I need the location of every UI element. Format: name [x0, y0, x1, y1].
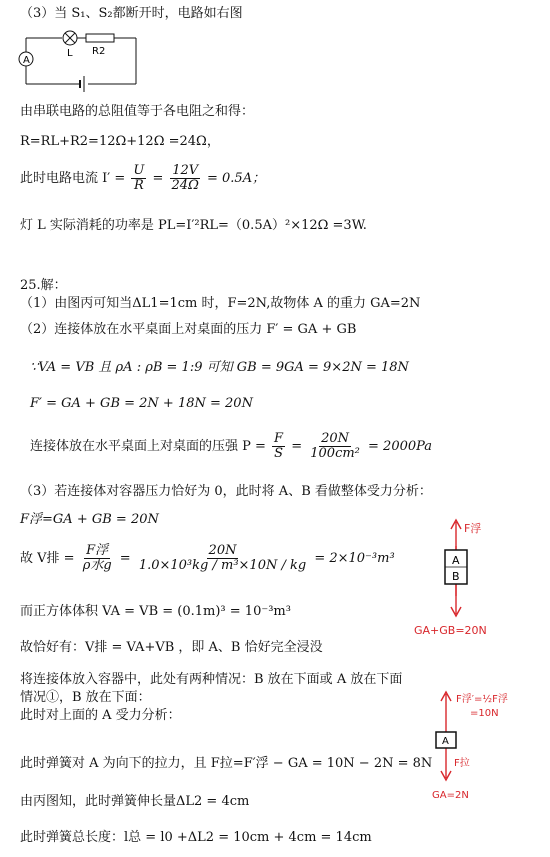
- step2a: ∵VA = VB 且 ρA : ρB = 1:9 可知 GB = 9GA = 9×2N = 18N: [30, 360, 409, 375]
- q25-label: 25.解：: [20, 278, 67, 293]
- current-formula: 此时电路电流 I′ = $\frac{U}{R}$ = $\frac{12V}{24\Omega}$ = 0.5A；: [20, 163, 266, 193]
- fraction-fbuoy-rhog: $\frac{\text{F浮}}{\text{ρ水g}}$: [82, 543, 112, 573]
- step3d: 故恰好有：V排 = VA+VB ，即 A、B 恰好完全浸没: [20, 640, 323, 655]
- step3: （3）若连接体对容器压力恰好为 0，此时将 A、B 看做整体受力分析：: [20, 484, 432, 499]
- force-diagram-whole: [412, 516, 532, 646]
- current-result: = 0.5A；: [207, 171, 266, 186]
- step2b: F′ = GA + GB = 2N + 18N = 20N: [30, 396, 253, 411]
- volume-prefix: 故 V排 =: [20, 551, 75, 566]
- pressure-result: = 2000Pa: [368, 439, 433, 454]
- fraction-20n-100cm2: $\frac{20N}{\text{100cm²}}$: [310, 431, 360, 461]
- step3i: 由丙图知，此时弹簧伸长量ΔL2 = 4cm: [20, 794, 250, 809]
- fraction-volume-value: $\frac{20N}{\text{1.0×10³kg / m³×10N / kg}}$: [138, 543, 307, 573]
- part3-header: （3）当 S₁、S₂都断开时，电路如右图: [20, 6, 243, 21]
- weight-label: GA+GB=20N: [414, 624, 487, 637]
- pressure-formula: 连接体放在水平桌面上对桌面的压强 P = $\frac{F}{S}$ = $\frac{20N}{\text{100cm²}}$ = 2000Pa: [30, 431, 433, 461]
- fraction-u-r: $\frac{U}{R}$: [133, 163, 145, 193]
- buoyancy-half-label: F浮′=½F浮: [456, 694, 508, 705]
- step2: （2）连接体放在水平桌面上对桌面的压力 F′ = GA + GB: [20, 322, 357, 337]
- ammeter-label: A: [23, 55, 30, 66]
- block-a-label: A: [442, 736, 449, 747]
- step3h: 此时弹簧对 A 为向下的拉力，且 F拉=F′浮 − GA = 10N − 2N = 8N: [20, 756, 433, 771]
- force-diagram-a: [412, 688, 532, 808]
- weight-a-label: GA=2N: [432, 790, 469, 801]
- step1: （1）由图丙可知当ΔL1=1cm 时，F=2N,故物体 A 的重力 GA=2N: [20, 296, 421, 311]
- power-line: 灯 L 实际消耗的功率是 PL=I′²RL=（0.5A）²×12Ω =3W.: [20, 218, 367, 233]
- fraction-f-s: $\frac{F}{S}$: [274, 431, 284, 461]
- lamp-label: L: [67, 48, 73, 59]
- step3f: 情况①，B 放在下面：: [20, 690, 151, 705]
- step3g: 此时对上面的 A 受力分析：: [20, 708, 181, 723]
- fraction-12v-24ohm: $\frac{12V}{24\Omega}$: [171, 163, 199, 193]
- buoyancy-label: F浮: [464, 522, 482, 535]
- circuit-diagram: [18, 28, 148, 98]
- volume-formula: 故 V排 = $\frac{\text{F浮}}{\text{ρ水g}}$ = $\frac{20N}{\text{1.0×10³kg / m³×10N / kg}}$ = 2×10⁻³m³: [20, 543, 395, 573]
- block-b-label: B: [452, 570, 460, 583]
- volume-result: = 2×10⁻³m³: [314, 551, 395, 566]
- block-a-label: A: [452, 554, 460, 567]
- equivalent-resistance: R=RL+R2=12Ω+12Ω =24Ω，: [20, 134, 220, 149]
- step3j: 此时弹簧总长度：l总 = l0 +ΔL2 = 10cm + 4cm = 14cm: [20, 830, 372, 845]
- pressure-prefix: 连接体放在水平桌面上对桌面的压强 P =: [30, 439, 266, 454]
- step3a: F浮=GA + GB = 20N: [20, 512, 159, 527]
- current-prefix: 此时电路电流 I′ =: [20, 171, 126, 186]
- buoyancy-value-label: =10N: [470, 708, 499, 719]
- step3e: 将连接体放入容器中，此处有两种情况：B 放在下面或 A 放在下面: [20, 672, 403, 687]
- step3c: 而正方体体积 VA = VB = (0.1m)³ = 10⁻³m³: [20, 604, 291, 619]
- resistor-label: R2: [92, 46, 106, 57]
- series-rule: 由串联电路的总阻值等于各电阻之和得：: [20, 104, 255, 119]
- tension-label: F拉: [454, 758, 470, 769]
